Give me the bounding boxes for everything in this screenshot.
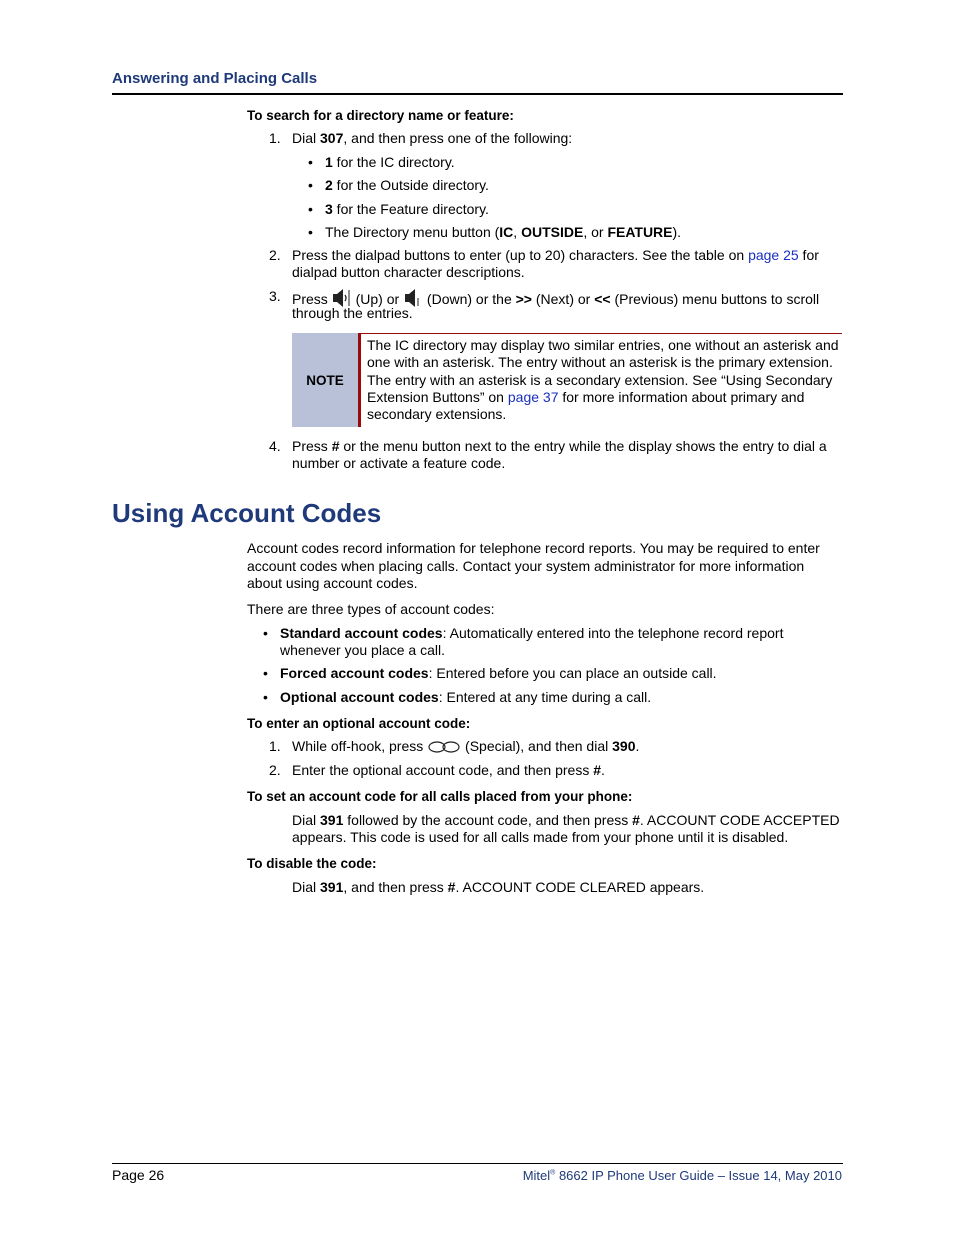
bullet: • — [263, 625, 268, 641]
step-2-text-cont: dialpad button character descriptions. — [292, 264, 525, 280]
note-top-rule — [361, 333, 842, 334]
step-4-text: Press # or the menu button next to the entry while the display shows the entry to dial a — [292, 438, 827, 454]
bullet: • — [308, 201, 313, 217]
step-number: 2. — [269, 247, 281, 263]
bullet: • — [308, 154, 313, 170]
type-item: Forced account codes: Entered before you can place an outside call. — [280, 665, 717, 681]
section-title: Using Account Codes — [112, 498, 382, 528]
intro-paragraph: Account codes record information for telephone record reports. You may be required to enter — [247, 540, 820, 556]
type-item: Optional account codes: Entered at any time during a call. — [280, 689, 652, 705]
step-number: 3. — [269, 288, 281, 304]
section-header: Answering and Placing Calls — [112, 70, 318, 87]
step-1-text: Dial 307, and then press one of the following: — [292, 130, 573, 146]
opt-step-2-text: Enter the optional account code, and then press #. — [292, 762, 605, 778]
footer-divider — [112, 1163, 843, 1164]
special-button-icon — [427, 740, 461, 754]
step-number: 4. — [269, 438, 281, 454]
disable-code-text: Dial 391, and then press #. ACCOUNT CODE CLEARED appears. — [292, 879, 705, 895]
set-code-text: Dial 391 followed by the account code, and then press #. ACCOUNT CODE ACCEPTED — [292, 812, 840, 828]
step-number: 1. — [269, 738, 281, 754]
bullet: • — [308, 177, 313, 193]
document-title: Mitel® 8662 IP Phone User Guide – Issue 14, May 2010 — [522, 1168, 842, 1183]
note-label: NOTE — [292, 333, 358, 427]
step-number: 2. — [269, 762, 281, 778]
intro-paragraph: account codes when placing calls. Contact your system administrator for more information — [247, 558, 805, 574]
step-number: 1. — [269, 130, 281, 146]
type-item: Standard account codes: Automatically entered into the telephone record report — [280, 625, 784, 641]
disable-code-heading: To disable the code: — [247, 856, 377, 871]
type-item-cont: whenever you place a call. — [280, 642, 445, 658]
set-code-text-cont: appears. This code is used for all calls made from your phone until it is disabled. — [292, 829, 789, 845]
bullet: • — [308, 224, 313, 240]
bullet-item: 1 for the IC directory. — [325, 154, 455, 170]
intro-paragraph: about using account codes. — [247, 575, 418, 591]
bullet: • — [263, 689, 268, 705]
search-directory-heading: To search for a directory name or feature: — [247, 108, 514, 123]
step-3-text: Press (Up) or (Down) or the >> (Next) or << (Previous) menu buttons to scroll — [292, 288, 819, 309]
types-intro: There are three types of account codes: — [247, 601, 495, 617]
bullet-item: The Directory menu button (IC, OUTSIDE, or FEATURE). — [325, 224, 682, 240]
bullet-item: 2 for the Outside directory. — [325, 177, 489, 193]
set-code-heading: To set an account code for all calls placed from your phone: — [247, 789, 633, 804]
note-text: The IC directory may display two similar entries, one without an asterisk and one with an asterisk. The entry without an asterisk is the primary extension. The entry with an asterisk is a secondary extension. See “Using Secondary Extension Buttons” on page 37 for more information about primary and secondary extensions. — [367, 337, 839, 423]
bullet-item: 3 for the Feature directory. — [325, 201, 489, 217]
page-number: Page 26 — [112, 1167, 165, 1183]
opt-step-1-text: While off-hook, press (Special), and then dial 390. — [292, 738, 640, 754]
note-accent-bar — [358, 333, 361, 427]
header-divider — [112, 93, 843, 95]
optional-code-heading: To enter an optional account code: — [247, 716, 471, 731]
step-2-text: Press the dialpad buttons to enter (up to 20) characters. See the table on page 25 for — [292, 247, 819, 263]
step-3-text-cont: through the entries. — [292, 305, 413, 321]
page-link[interactable]: page 37 — [507, 388, 559, 405]
bullet: • — [263, 665, 268, 681]
note-box — [292, 333, 842, 427]
step-4-text-cont: number or activate a feature code. — [292, 455, 506, 471]
page-link[interactable]: page 25 — [748, 247, 799, 263]
